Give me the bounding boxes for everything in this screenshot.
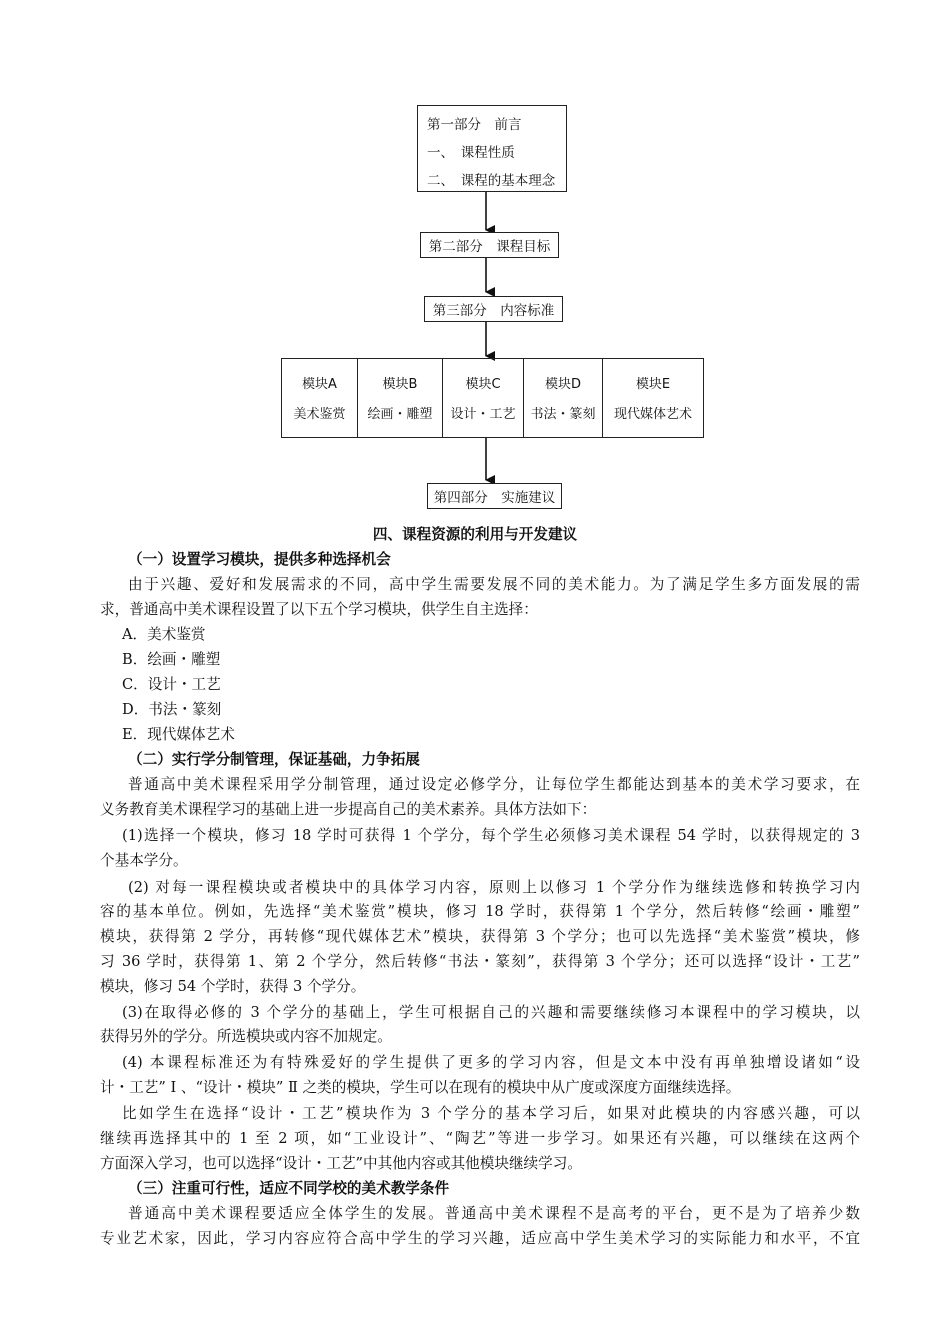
paragraph-line: 普通高中美术课程采用学分制管理，通过设定必修学分，让每位学生都能达到基本的美术学习要求，在 <box>128 776 860 793</box>
part1-item1: 一、 课程性质 <box>427 145 515 161</box>
module-e-name: 现代媒体艺术 <box>613 407 692 422</box>
subheading-3: （三）注重可行性，适应不同学校的美术教学条件 <box>128 1180 450 1197</box>
subheading-1: （一）设置学习模块，提供多种选择机会 <box>128 551 391 568</box>
paragraph-line: 继续再选择其中的 1 至 2 项，如“工业设计”、“陶艺”等进一步学习。如果还有兴趣，可以继续在这两个 <box>100 1130 860 1147</box>
paragraph-line: (2) 对每一课程模块或者模块中的具体学习内容，原则上以修习 1 个学分作为继续选修和转换学习内 <box>128 879 860 896</box>
part1-title: 第一部分 前言 <box>427 117 522 133</box>
module-d-name: 书法・篆刻 <box>530 407 596 422</box>
module-b <box>358 359 443 437</box>
module-d-label: 模块D <box>544 377 581 392</box>
paragraph-line: 求，普通高中美术课程设置了以下五个学习模块，供学生自主选择： <box>100 601 538 618</box>
paragraph-line: 容的基本单位。例如，先选择“美术鉴赏”模块，修习 18 学时，获得第 1 个学分，然后转修“绘画・雕塑” <box>100 903 860 920</box>
module-b-label: 模块B <box>382 377 418 392</box>
module-c <box>443 359 524 437</box>
paragraph-line: 习 36 学时，获得第 1、第 2 个学分，然后转修“书法・篆刻”，获得第 3 个学分；还可以选择“设计・工艺” <box>100 953 860 970</box>
list-item: E．现代媒体艺术 <box>122 726 235 743</box>
paragraph-line: 义务教育美术课程学习的基础上进一步提高自己的美术素养。具体方法如下： <box>100 801 597 818</box>
modules-row <box>281 358 704 438</box>
paragraph-line: 方面深入学习，也可以选择“设计・工艺”中其他内容或其他模块继续学习。 <box>100 1155 582 1172</box>
module-a-label: 模块A <box>302 377 337 392</box>
module-c-label: 模块C <box>465 377 501 392</box>
paragraph-line: 普通高中美术课程要适应全体学生的发展。普通高中美术课程不是高考的平台，更不是为了培养少数 <box>128 1205 860 1222</box>
module-b-name: 绘画・雕塑 <box>367 407 433 422</box>
paragraph-line: 模块，获得第 2 学分，再转修“现代媒体艺术”模块，获得第 3 个学分；也可以先选择“美术鉴赏”模块，修 <box>100 928 860 945</box>
flow-box-part1 <box>417 105 567 192</box>
module-e <box>603 359 703 437</box>
module-a <box>282 359 358 437</box>
module-a-name: 美术鉴赏 <box>293 407 346 422</box>
module-e-label: 模块E <box>635 377 671 392</box>
paragraph-line: (4) 本课程标准还为有特殊爱好的学生提供了更多的学习内容，但是文本中没有再单独增设诸如“设 <box>122 1054 860 1071</box>
paragraph-line: 比如学生在选择“设计・工艺”模块作为 3 个学分的基本学习后，如果对此模块的内容感兴趣，可以 <box>122 1105 860 1122</box>
paragraph-line: 获得另外的学分。所选模块或内容不加规定。 <box>100 1028 392 1045</box>
flow-box-part4 <box>427 483 562 509</box>
list-item: C．设计・工艺 <box>122 676 221 693</box>
paragraph-line: (1)选择一个模块，修习 18 学时可获得 1 个学分，每个学生必须修习美术课程 54 学时，以获得规定的 3 <box>122 827 860 844</box>
paragraph-line: 个基本学分。 <box>100 852 188 869</box>
list-item: D．书法・篆刻 <box>122 701 222 718</box>
module-c-name: 设计・工艺 <box>450 407 516 422</box>
paragraph-line: 专业艺术家，因此，学习内容应符合高中学生的学习兴趣，适应高中学生美术学习的实际能力和水平，不宜 <box>100 1230 860 1247</box>
flow-box-part2 <box>420 232 559 258</box>
part3-title: 第三部分 内容标准 <box>432 303 555 319</box>
list-item: B．绘画・雕塑 <box>122 651 221 668</box>
module-d <box>524 359 603 437</box>
paragraph-line: (3)在取得必修的 3 个学分的基础上，学生可根据自己的兴趣和需要继续修习本课程中的学习模块，以 <box>122 1004 860 1021</box>
subheading-2: （二）实行学分制管理，保证基础，力争拓展 <box>128 751 420 768</box>
section-title: 四、课程资源的利用与开发建议 <box>372 526 578 543</box>
list-item: A．美术鉴赏 <box>122 626 206 643</box>
flow-box-part3 <box>424 296 563 322</box>
part1-item2: 二、 课程的基本理念 <box>427 173 556 189</box>
paragraph-line: 模块，修习 54 个学时，获得 3 个学分。 <box>100 978 366 995</box>
part4-title: 第四部分 实施建议 <box>433 490 556 506</box>
paragraph-line: 由于兴趣、爱好和发展需求的不同，高中学生需要发展不同的美术能力。为了满足学生多方面发展的需 <box>128 576 860 593</box>
curriculum-flowchart <box>0 0 950 515</box>
paragraph-line: 计・工艺” Ⅰ 、“设计・模块” Ⅱ 之类的模块，学生可以在现有的模块中从广度或深度方面继续选择。 <box>100 1079 741 1096</box>
part2-title: 第二部分 课程目标 <box>428 239 551 255</box>
